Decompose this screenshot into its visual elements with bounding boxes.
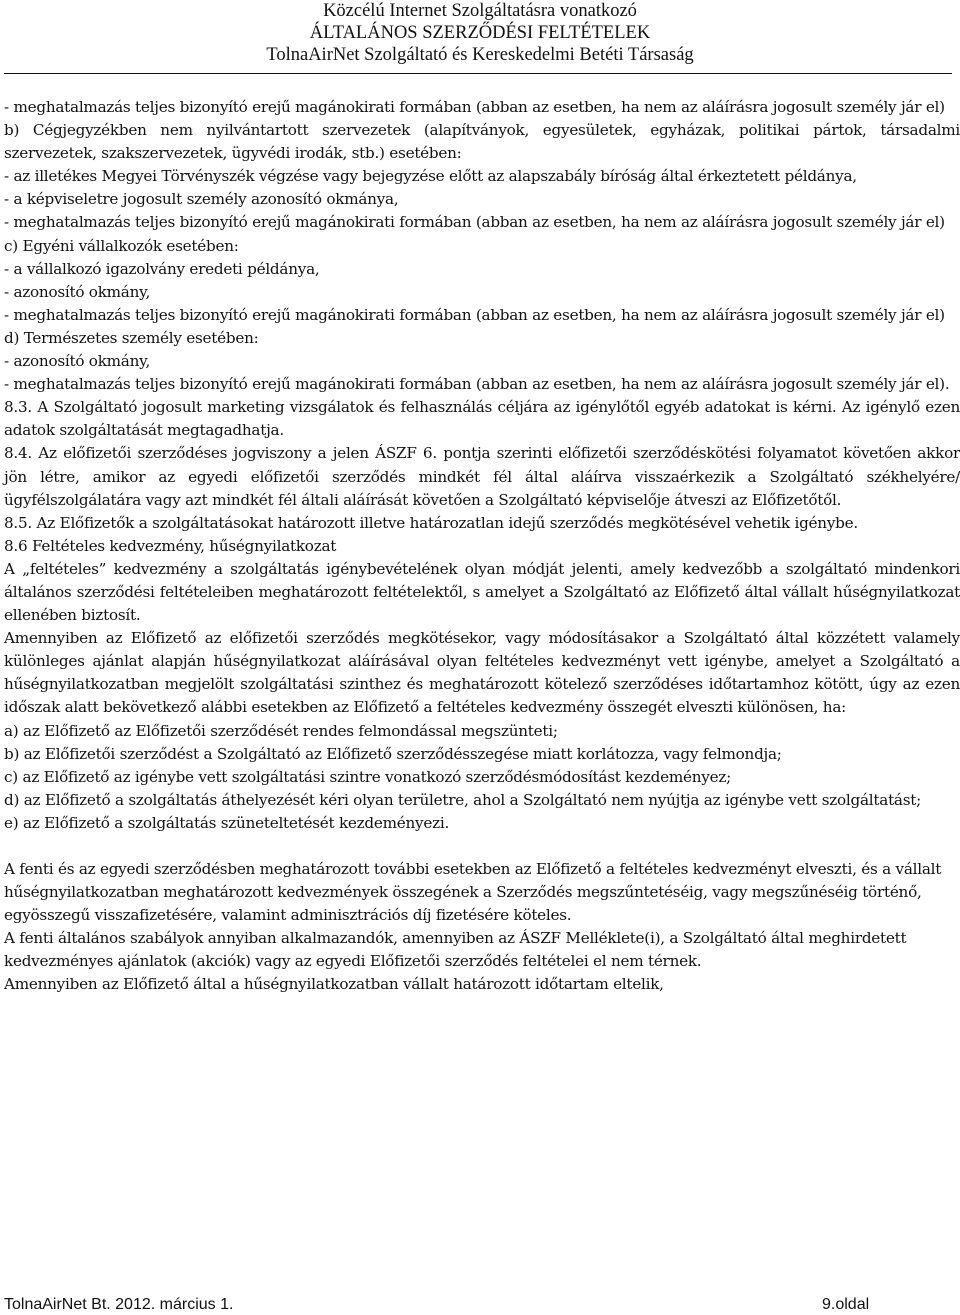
section-8-5: 8.5. Az Előfizetők a szolgáltatásokat határozott illetve határozatlan idejű szerződés megkötésével vehetik igénybe. (4, 513, 858, 532)
paragraph: Amennyiben az Előfizető az előfizetői szerződés megkötésekor, vagy módosításakor a Szolgáltató által közzétett valamely különleges ajánlat alapján hűségnyilatkozat aláírásával olyan feltételes kedvezményt vett igénybe, amelyet a Szolgáltató a hűségnyilatkozatban megjelölt szolgáltatási szinthez és meghatározott kötelező szerződéses időtartamhoz kötött, úgy az ezen időszak alatt bekövetkező alábbi esetekben az Előfizető a feltételes kedvezmény összegét elveszti különösen, ha: (4, 629, 960, 717)
list-item: - azonosító okmány, (4, 352, 151, 371)
paragraph: Amennyiben az Előfizető által a hűségnyilatkozatban vállalt határozott időtartam eltelik, (4, 975, 664, 994)
header-line-2: ÁLTALÁNOS SZERZŐDÉSI FELTÉTELEK (309, 23, 651, 43)
list-item: - meghatalmazás teljes bizonyító erejű magánokirati formában (abban az esetben, ha nem az aláírásra jogosult személy jár el) (4, 305, 945, 324)
list-item: - a képviseletre jogosult személy azonosító okmánya, (4, 190, 399, 209)
list-item: - meghatalmazás teljes bizonyító erejű magánokirati formában (abban az esetben, ha nem az aláírásra jogosult személy jár el). (4, 375, 950, 394)
section-8-3: 8.3. A Szolgáltató jogosult marketing vizsgálatok és felhasználás céljára az igénylőtől egyéb adatokat is kérni. Az igénylő ezen adatok szolgáltatását megtagadhatja. (4, 398, 960, 440)
list-item: - az illetékes Megyei Törvényszék végzése vagy bejegyzése előtt az alapszabály bíróság által érkeztetett példánya, (4, 167, 857, 186)
paragraph: - meghatalmazás teljes bizonyító erejű magánokirati formában (abban az esetben, ha nem az aláírásra jogosult személy jár el) (4, 98, 945, 116)
list-item: b) az Előfizetői szerződést a Szolgáltató az Előfizető szerződésszegése miatt korlátozza, vagy felmondja; (4, 744, 782, 763)
page-header (0, 0, 960, 66)
list-item: d) az Előfizető a szolgáltatás áthelyezését kéri olyan területre, ahol a Szolgáltató nem nyújtja az igénybe vett szolgáltatást; (4, 790, 921, 809)
header-divider (4, 73, 952, 74)
subsection-heading: c) Egyéni vállalkozók esetében: (4, 236, 239, 255)
paragraph-gap (4, 835, 960, 858)
paragraph: A fenti általános szabályok annyiban alkalmazandók, amennyiben az ÁSZF Melléklete(i), a Szolgáltató által meghirdetett kedvezményes ajánlatok (akciók) vagy az egyedi Előfizetői szerződés feltételei el nem térnek. (4, 929, 907, 971)
paragraph: A fenti és az egyedi szerződésben meghatározott további esetekben az Előfizető a feltételes kedvezményt elveszti, és a vállalt hűségnyilatkozatban meghatározott kedvezmények összegének a Szerződés megszűntetéséig, vagy megszűnéséig történő, egyösszegű visszafizetésére, valamint adminisztrációs díj fizetésére köteles. (4, 860, 942, 925)
list-item: c) az Előfizető az igénybe vett szolgáltatási szintre vonatkozó szerződésmódosítást kezdeményez; (4, 767, 731, 786)
paragraph: A „feltételes” kedvezmény a szolgáltatás igénybevételének olyan módját jelenti, amely kedvezőbb a szolgáltató mindenkori általános szerződési feltételeiben meghatározott feltételektől, s amelyet a Szolgáltató az Előfizető által vállalt hűségnyilatkozat ellenében biztosít. (4, 559, 960, 625)
list-item: a) az Előfizető az Előfizetői szerződését rendes felmondással megszünteti; (4, 721, 558, 740)
list-item: e) az Előfizető a szolgáltatás szüneteltetését kezdeményezi. (4, 813, 450, 832)
list-item: - azonosító okmány, (4, 282, 151, 301)
section-8-4: 8.4. Az előfizetői szerződéses jogviszony a jelen ÁSZF 6. pontja szerinti előfizetői szerződéskötési folyamatot követően akkor jön létre, amikor az egyedi előfizetői szerződés mindkét fél által aláírva visszaérkezik a Szolgáltató székhelyére/ügyfélszolgálatára vagy azt mindkét fél általi aláírását követően a Szolgáltató képviselője átveszi az Előfizetőtől. (4, 444, 960, 509)
paragraph: b) Cégjegyzékben nem nyilvántartott szervezetek (alapítványok, egyesületek, egyházak, politikai pártok, társadalmi szervezetek, szakszervezetek, ügyvédi irodák, stb.) esetében: (4, 121, 960, 163)
section-8-6-heading: 8.6 Feltételes kedvezmény, hűségnyilatkozat (4, 536, 337, 555)
header-line-1: Közcélú Internet Szolgáltatásra vonatkozó (323, 1, 637, 21)
list-item: - a vállalkozó igazolvány eredeti példánya, (4, 259, 320, 278)
footer-company-date: TolnaAirNet Bt. 2012. március 1. (4, 1296, 234, 1313)
list-item: - meghatalmazás teljes bizonyító erejű magánokirati formában (abban az esetben, ha nem az aláírásra jogosult személy jár el) (4, 213, 945, 232)
page-number: 9.oldal (822, 1296, 870, 1313)
header-line-3: TolnaAirNet Szolgáltató és Kereskedelmi Betéti Társaság (266, 45, 694, 65)
subsection-heading: d) Természetes személy esetében: (4, 328, 259, 347)
document-body (4, 96, 960, 997)
